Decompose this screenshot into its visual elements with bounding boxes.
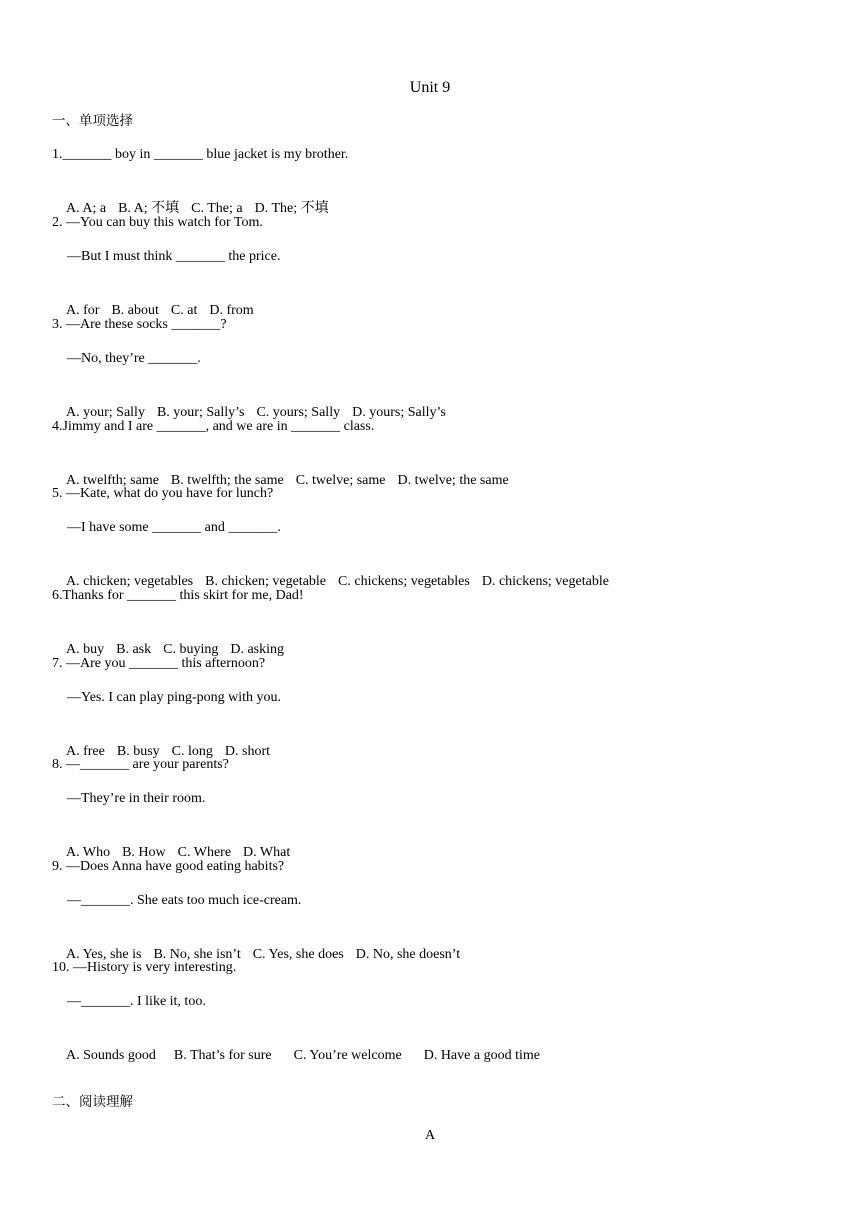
section-heading-reading: 二、阅读理解 [52,1094,133,1110]
question-7-stem-reply: —Yes. I can play ping-pong with you. [67,690,282,705]
option-a: A. twelfth; same [66,473,159,488]
question-9-stem: 9. —Does Anna have good eating habits? [52,859,285,874]
option-d: D. from [209,303,254,318]
question-10-stem: 10. —History is very interesting. [52,960,237,975]
option-d: D. Have a good time [423,1048,540,1063]
option-b: B. busy [116,744,160,759]
option-c: C. Yes, she does [252,947,344,962]
option-d: D. asking [230,642,285,657]
question-10-options [52,1026,552,1086]
option-b: B. ask [116,642,152,657]
question-8-stem-reply: —They’re in their room. [67,791,206,806]
question-7-stem: 7. —Are you _______ this afternoon? [52,656,266,671]
option-c: C. long [171,744,213,759]
section-heading-multiple-choice: 一、单项选择 [52,113,133,129]
option-a: A. buy [66,642,105,657]
page-title: Unit 9 [409,79,451,96]
option-d: D. The; 不填 [254,201,329,216]
option-c: C. buying [163,642,219,657]
option-d: D. short [224,744,271,759]
option-a: A. A; a [66,201,107,216]
option-c: C. yours; Sally [256,405,341,420]
option-a: A. free [66,744,105,759]
option-c: C. You’re welcome [293,1048,402,1063]
option-a: A. chicken; vegetables [66,574,194,589]
question-2-stem-reply: —But I must think _______ the price. [67,249,281,264]
option-b: B. A; 不填 [118,201,180,216]
option-d: D. twelve; the same [397,473,509,488]
option-b: B. How [122,845,166,860]
question-10-stem-reply: —_______. I like it, too. [67,994,206,1009]
option-d: D. yours; Sally’s [352,405,446,420]
question-5-stem-reply: —I have some _______ and _______. [67,520,281,535]
option-b: B. your; Sally’s [156,405,245,420]
question-8-stem: 8. —_______ are your parents? [52,757,229,772]
passage-label: A [424,1128,436,1143]
question-2-stem: 2. —You can buy this watch for Tom. [52,215,263,230]
option-a: A. Sounds good [66,1048,156,1063]
option-c: C. at [170,303,198,318]
option-d: D. chickens; vegetable [481,574,609,589]
option-b: B. about [111,303,159,318]
question-4-stem: 4.Jimmy and I are _______, and we are in _______ class. [52,419,375,434]
option-a: A. Yes, she is [66,947,142,962]
option-b: B. twelfth; the same [170,473,284,488]
option-c: C. chickens; vegetables [338,574,470,589]
option-d: D. No, she doesn’t [355,947,461,962]
option-c: C. Where [177,845,232,860]
option-b: B. chicken; vegetable [205,574,327,589]
option-c: C. twelve; same [295,473,386,488]
option-b: B. That’s for sure [173,1048,272,1063]
question-3-stem-reply: —No, they’re _______. [67,351,201,366]
question-3-stem: 3. —Are these socks _______? [52,317,227,332]
option-d: D. What [243,845,291,860]
option-c: C. The; a [191,201,243,216]
option-a: A. for [66,303,100,318]
option-a: A. your; Sally [66,405,145,420]
question-9-stem-reply: —_______. She eats too much ice-cream. [67,893,302,908]
question-6-stem: 6.Thanks for _______ this skirt for me, Dad! [52,588,304,603]
option-b: B. No, she isn’t [153,947,241,962]
question-5-stem: 5. —Kate, what do you have for lunch? [52,486,274,501]
option-a: A. Who [66,845,111,860]
question-1-stem: 1._______ boy in _______ blue jacket is my brother. [52,147,349,162]
